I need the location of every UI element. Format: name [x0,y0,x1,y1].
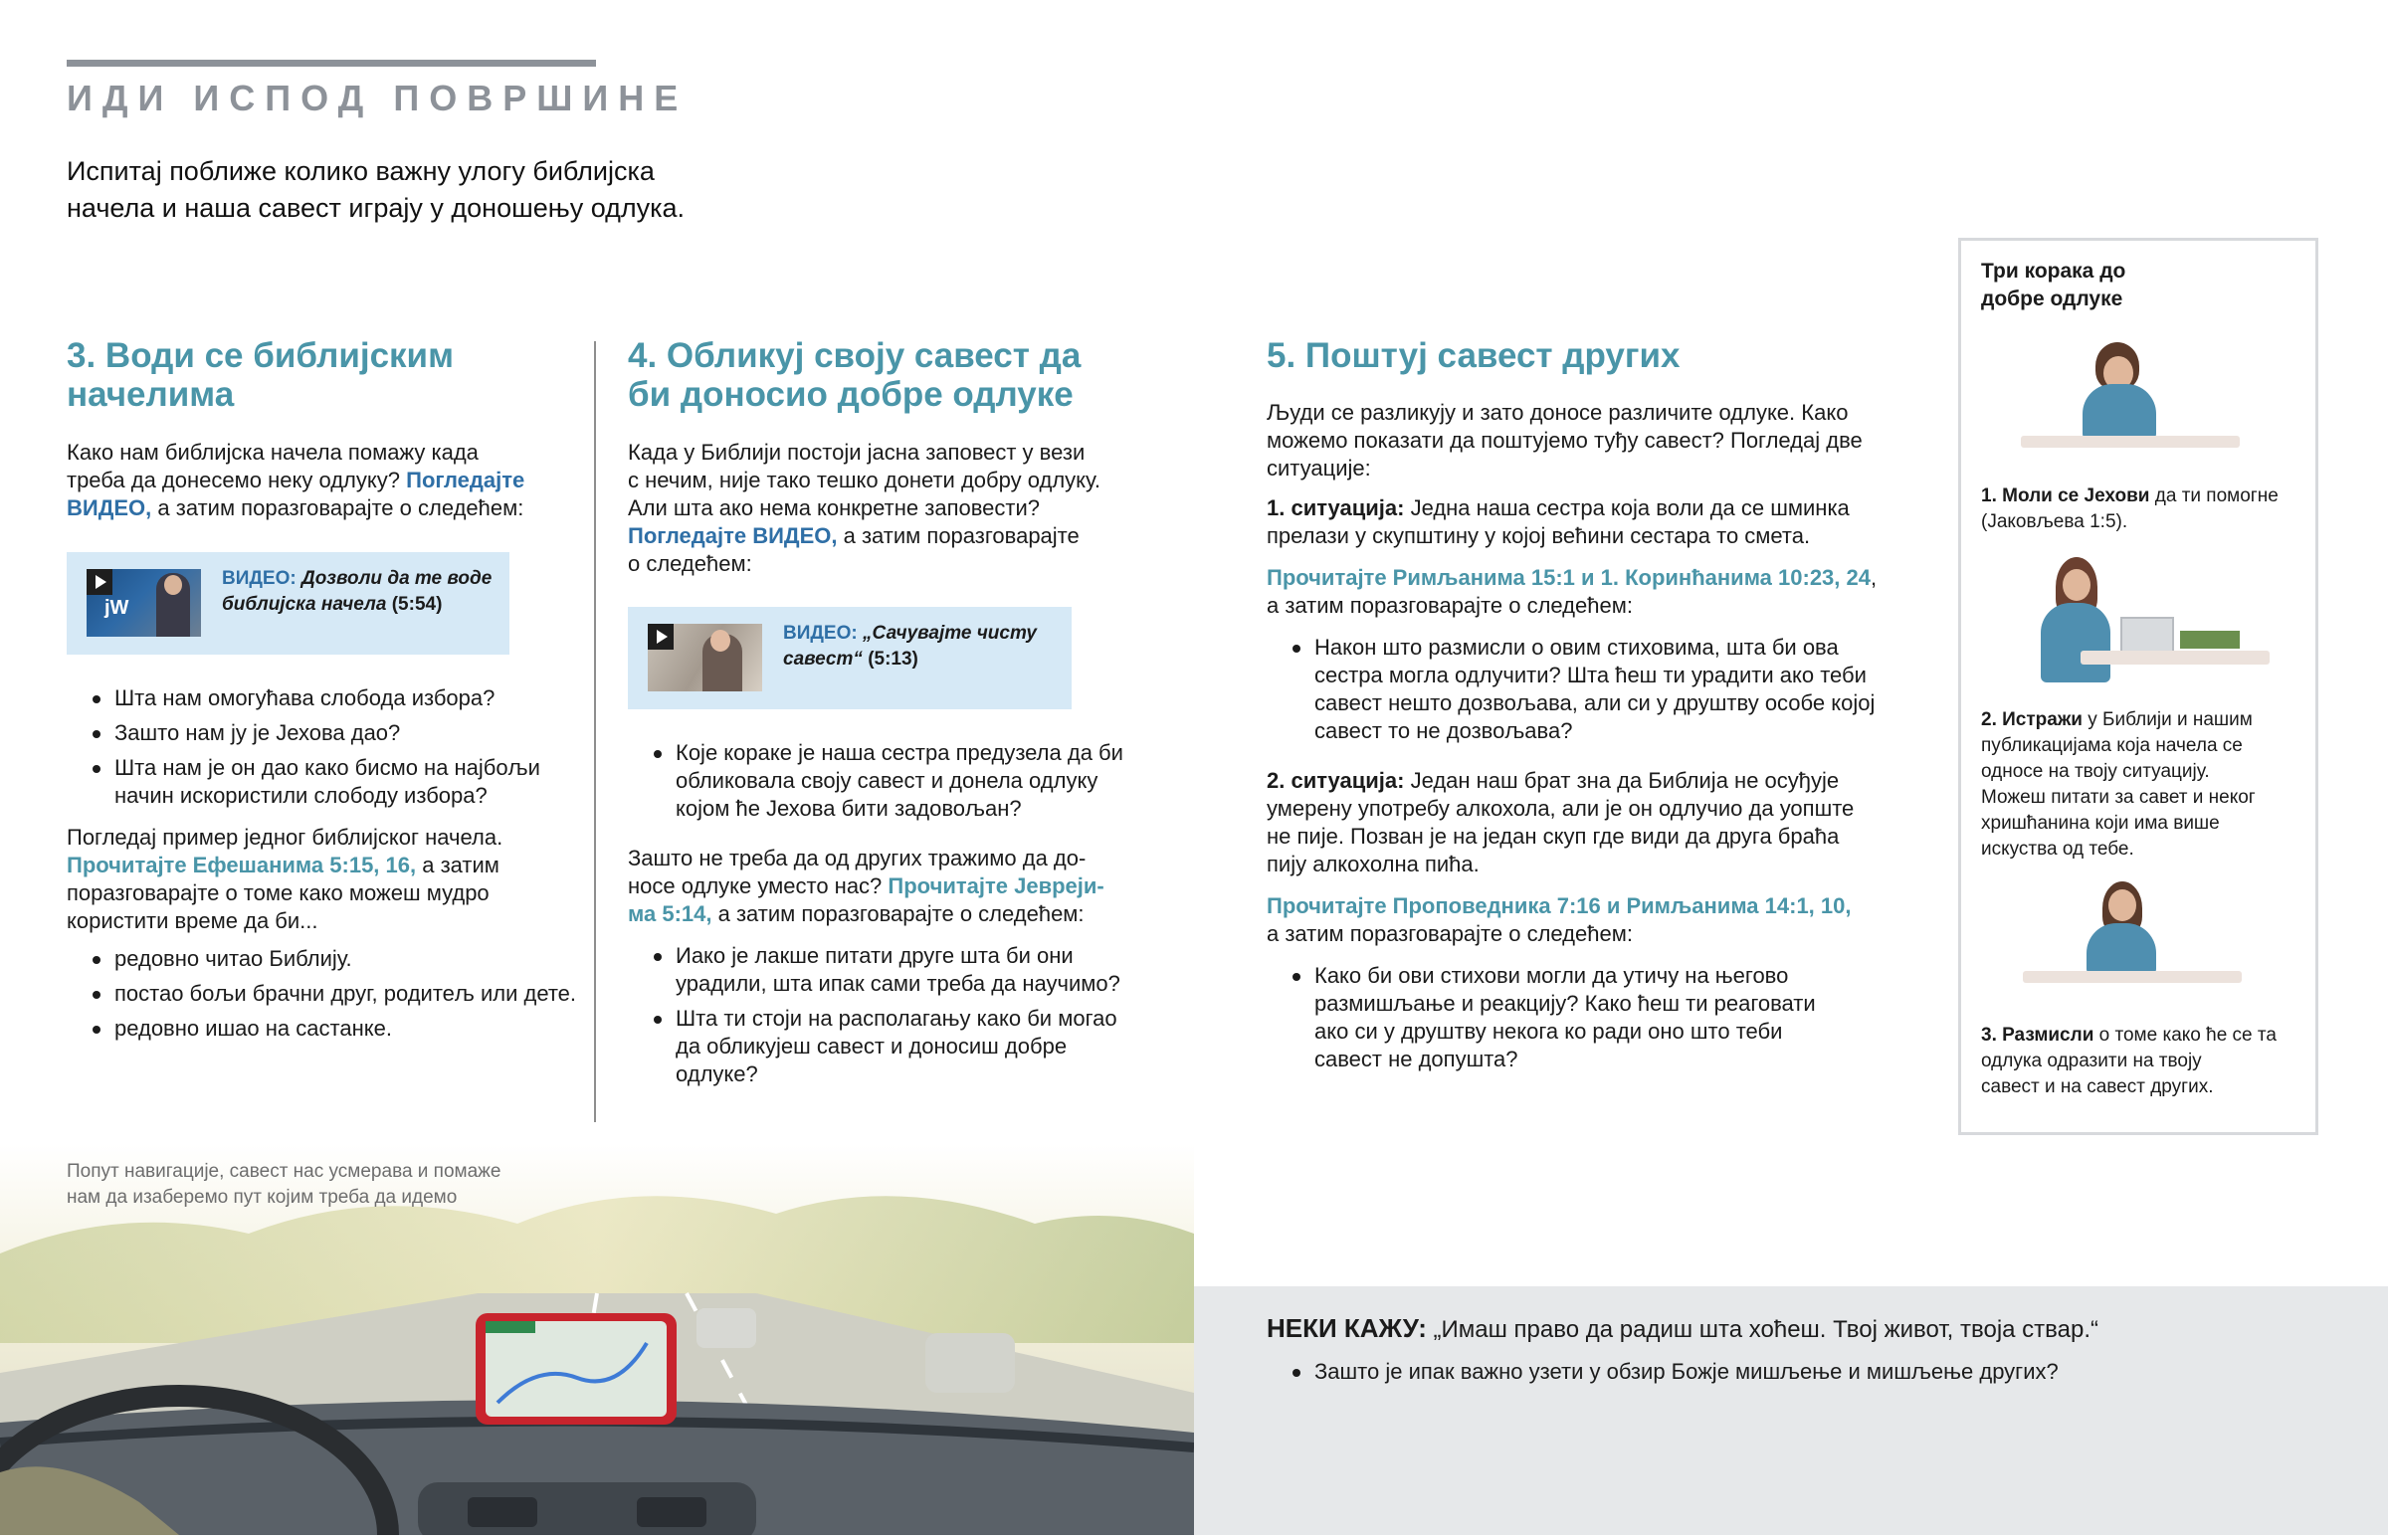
shirt-shape [2083,384,2156,440]
text-line: користити време да би... [67,908,318,933]
video-label: ВИДЕО: [222,568,297,589]
header-rule [67,60,596,67]
text-line: односе на твоју ситуацију. [1981,761,2210,782]
image-caption [67,1159,584,1211]
text-line: о следећем: [628,551,752,576]
text-line [628,900,1125,928]
text-line [1267,564,1903,592]
step-label: 3. Размисли [1981,1025,2094,1046]
column-divider [594,341,596,1122]
list-item: редовно ишао на састанке. [67,1015,584,1043]
text-line: Како нам библијска начела помажу када [67,440,479,465]
intro-line: начела и наша савест играју у доношењу одлука. [67,193,686,223]
sidebar-three-steps [1958,238,2318,1135]
jw-logo-icon: jW [104,597,129,619]
step-label: 1. Моли се Јехови [1981,485,2150,506]
scripture-link[interactable]: Прочитајте Ефешанима 5:15, 16, [67,853,417,877]
video-link[interactable]: Погледајте ВИДЕО, [628,523,838,548]
table-shape [2021,436,2240,448]
intro-line: Испитај поближе колико важну улогу библијска [67,156,655,186]
praying-illustration [2011,340,2260,460]
video-link[interactable]: Погледајте [406,468,525,492]
list-item: Шта нам је он дао како бисмо на најбољи начин искористили слободу избора? [67,754,584,810]
video-duration: (5:13) [868,649,918,670]
video-duration: (5:54) [391,594,443,615]
text-line [628,522,1125,550]
section-4-questions [628,739,1125,1095]
video-thumbnail[interactable] [87,569,201,637]
some-say-quote [1267,1312,2098,1346]
text-line: искуства од тебе. [1981,839,2134,860]
video-label: ВИДЕО: [783,623,858,644]
text-span: носе одлуке уместо нас? [628,873,883,898]
text-line: Можеш питати за савет и неког [1981,787,2256,808]
text-line [628,872,1125,900]
list-item: Шта нам омогућава слобода избора? [67,684,584,712]
play-icon[interactable] [87,569,112,595]
section-4-title [628,336,1125,414]
laptop-shape [2120,617,2174,655]
section-4 [628,336,1125,578]
section-4-intro [628,439,1125,578]
step-2 [1981,707,2309,863]
video-thumbnail[interactable] [648,624,762,691]
text-span: а затим поразговарајте о следећем: [711,901,1085,926]
text-line: Али шта ако нема конкретне заповести? [628,495,1040,520]
text-span: Један наш брат зна да Библија не осуђује [1404,768,1840,793]
text-line: одлука одразити на твоју [1981,1051,2202,1071]
step-3 [1981,1023,2309,1100]
list-item: Зашто нам ју је Јехова дао? [67,719,584,747]
text-span: о томе како ће се та [2093,1025,2277,1046]
list-item: Како би ови стихови могли да утичу на његово размишљање и реакцију? Како ћеш ти реаговати ако си у друштву некога ко ради оно што теби савест не допушта? [1267,962,1854,1073]
video-title: „Сачувајте чисту [862,623,1037,644]
text-line: можемо показати да поштујемо туђу савест? Погледај две [1267,428,1863,453]
scripture-link[interactable]: Прочитајте Проповедника 7:16 и Римљанима 14:1, 10, [1267,893,1852,918]
text-line [1981,1023,2309,1049]
text-line: Када у Библији постоји јасна заповест у вези [628,440,1086,465]
text-line: пију алкохолна пића. [1267,852,1480,876]
face-shape [2063,569,2090,601]
text-line: умерену употребу алкохола, али је он одлучио да уопште [1267,796,1855,821]
section-5-title: 5. Поштуј савест других [1267,336,1681,375]
text-line [1267,767,1903,795]
caption-line: Попут навигације, савест нас усмерава и помаже [67,1161,501,1182]
situation-2-read [1267,892,1903,948]
text-line [67,494,584,522]
title-line: би доносио добре одлуке [628,375,1074,414]
page-title: ИДИ ИСПОД ПОВРШИНЕ [67,78,689,118]
speaker-head [164,575,182,595]
text-line: публикацијама која начела се [1981,735,2243,756]
table-shape [2081,651,2270,665]
sidebar-title [1981,258,2125,313]
text-span: Једна наша сестра која воли да се шминка [1404,495,1850,520]
section-5-intro [1267,399,1903,482]
text-line [1981,483,2309,509]
text-span: , [1871,565,1878,590]
list-item: редовно читао Библију. [67,945,584,973]
text-span: да ти помогне [2149,485,2279,506]
video-title: Дозволи да те воде [300,568,493,589]
text-line: савест и на савест других. [1981,1076,2214,1097]
scripture-link[interactable]: Прочитајте Римљанима 15:1 и 1. Коринћанима 10:23, 24 [1267,565,1871,590]
text-span: треба да донесемо неку одлуку? [67,468,400,492]
title-line: Три корака до [1981,260,2126,283]
situation-label: 1. ситуација: [1267,495,1405,520]
intro-text [67,153,763,227]
text-line: поразговарајте о томе како можеш мудро [67,880,490,905]
video-link[interactable]: ВИДЕО, [67,495,152,520]
text-line [67,467,584,494]
caption-line: нам да изаберемо пут којим треба да идемо [67,1187,458,1208]
text-line: (Јаковљева 1:5). [1981,511,2128,532]
list-item: Које кораке је наша сестра предузела да би обликовала своју савест и донела одлуку којом ће Јехова бити задовољан? [628,739,1125,823]
title-line: 3. Води се библијским [67,336,454,375]
section-3-title [67,336,584,414]
text-line [1267,494,1903,522]
section-3-intro [67,439,584,522]
section-3 [67,336,584,522]
text-line: ситуације: [1267,456,1371,481]
section-4-text [628,845,1125,928]
section-3-questions [67,684,584,1050]
text-line: Људи се разликују и зато доносе различите одлуке. Како [1267,400,1849,425]
face-shape [2108,889,2136,921]
situation-2 [1267,767,1903,878]
video-title: савест“ [783,649,863,670]
list-item: Зашто је ипак важно узети у обзир Божје мишљење и мишљење других? [1267,1358,2361,1386]
step-label: 2. Истражи [1981,709,2083,730]
section-3-principle [67,824,584,935]
map-screen [486,1321,667,1417]
text-line: Зашто не треба да од других тражимо да до- [628,846,1087,870]
situation-label: 2. ситуација: [1267,768,1405,793]
text-span: а затим поразговарајте о следећем: [151,495,524,520]
section-5 [1267,336,1903,1080]
woman-head [710,630,730,652]
thinking-illustration [2011,879,2260,999]
play-icon[interactable] [648,624,674,650]
video-caption [783,621,1062,673]
text-line: прелази у скупштину у којој већини сестара то смета. [1267,523,1811,548]
text-span: а затим поразговарајте [837,523,1080,548]
situation-1-read [1267,564,1903,620]
step-1 [1981,483,2309,535]
text-line: хришћанина који има више [1981,813,2220,834]
quote-text: „Имаш право да радиш шта хоћеш. Твој живот, твоја ствар.“ [1426,1316,2099,1343]
video-title: библијска начела [222,594,387,615]
researching-illustration [2021,555,2280,694]
text-line [1981,707,2309,733]
scripture-link[interactable]: ма 5:14, [628,901,712,926]
text-line: Погледај пример једног библијског начела. [67,825,503,850]
text-line: а затим поразговарајте о следећем: [1267,921,1633,946]
list-item: Иако је лакше питати друге шта би они урадили, шта ипак сами треба да научимо? [628,942,1125,998]
situation-1 [1267,494,1903,550]
shirt-shape [2087,923,2156,975]
text-span: а затим [416,853,499,877]
scripture-link[interactable]: Прочитајте Јевреји- [888,873,1104,898]
some-say-label: НЕКИ КАЖУ: [1267,1313,1427,1343]
text-line: не пије. Позван је на један скуп где види да друга браћа [1267,824,1840,849]
title-line: 4. Обликуј своју савест да [628,336,1082,375]
text-line: с нечим, није тако тешко донети добру одлуку. [628,468,1100,492]
video-card-1[interactable] [67,552,509,655]
list-item: Шта ти стоји на располагању како би могао да обликујеш савест и доносиш добре одлуке? [628,1005,1125,1088]
text-span: у Библији и нашим [2082,709,2253,730]
list-item: Након што размисли о овим стиховима, шта би ова сестра могла одлучити? Шта ћеш ти урадити ако теби савест нешто дозвољава, али си у друштву особе којој савест то не дозвољава? [1267,634,1903,745]
text-line: а затим поразговарајте о следећем: [1267,593,1633,618]
video-caption [222,566,500,618]
title-line: добре одлуке [1981,288,2123,310]
some-say-box [1194,1286,2388,1535]
text-line [67,852,584,879]
title-line: начелима [67,375,235,414]
table-shape [2023,971,2242,983]
shirt-shape [2041,603,2110,682]
list-item: постао бољи брачни друг, родитељ или дете. [67,980,584,1008]
video-card-2[interactable] [628,607,1072,709]
books-shape [2180,631,2240,649]
